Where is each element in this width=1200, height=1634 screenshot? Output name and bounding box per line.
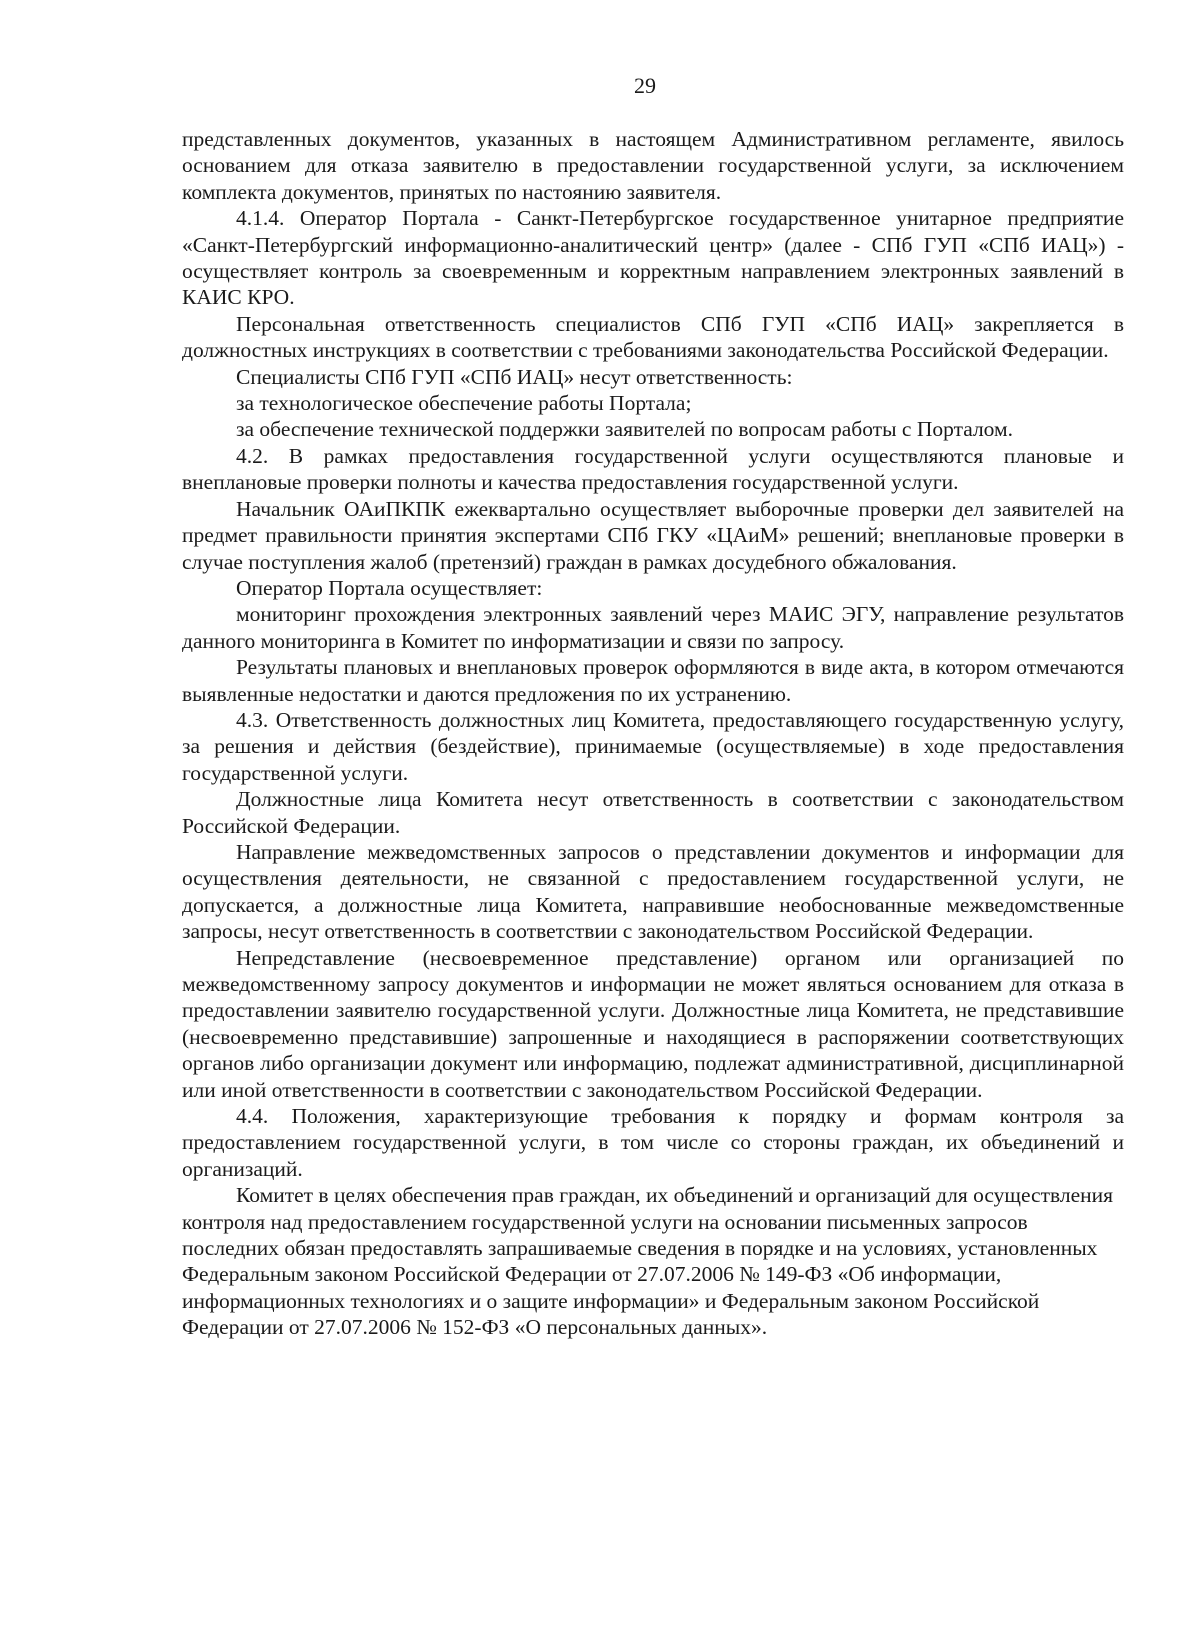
paragraph: Результаты плановых и внеплановых проверок оформляются в виде акта, в котором отмечаются выявленные недостатки и даются предложения по их устранению. <box>182 655 1124 706</box>
paragraph: 4.2. В рамках предоставления государственной услуги осуществляются плановые и внеплановые проверки полноты и качества предоставления государственной услуги. <box>182 443 1124 495</box>
paragraph: Комитет в целях обеспечения прав граждан, их объединений и организаций для осуществления контроля над предоставлением государственной услуги на основании письменных запросов последних обязан предоставлять запрашиваемые сведения в порядке и на условиях, установленных Федеральным законом Российской Федерации от 27.07.2006 № 149-ФЗ «Об информации, информационных технологиях и о защите информации» и Федеральным законом Российской Федерации от 27.07.2006 № 152-ФЗ «О персональных данных». <box>182 1183 1114 1340</box>
paragraph: 4.1.4. Оператор Портала - Санкт-Петербургское государственное унитарное предприятие «Санкт-Петербургский информационно-аналитический центр» (далее - СПб ГУП «СПб ИАЦ») - осуществляет контроль за своевременным и корректным направлением электронных заявлений в КАИС КРО. <box>182 206 1124 310</box>
paragraph: Направление межведомственных запросов о представлении документов и информации для осуществления деятельности, не связанной с предоставлением государственной услуги, не допускается, а должностные лица Комитета, направившие необоснованные межведомственные запросы, несут ответственность в соответствии с законодательством Российской Федерации. <box>182 839 1124 944</box>
paragraph: за технологическое обеспечение работы Портала; <box>236 391 692 416</box>
paragraph: Специалисты СПб ГУП «СПб ИАЦ» несут ответственность: <box>236 364 793 389</box>
paragraph: за обеспечение технической поддержки заявителей по вопросам работы с Порталом. <box>236 417 1014 442</box>
paragraph: 4.4. Положения, характеризующие требования к порядку и формам контроля за предоставлением государственной услуги, в том числе со стороны граждан, их объединений и организаций. <box>182 1104 1124 1181</box>
paragraph: 4.3. Ответственность должностных лиц Комитета, предоставляющего государственную услугу, за решения и действия (бездействие), принимаемые (осуществляемые) в ходе предоставления государственной услуги. <box>182 707 1124 785</box>
document-body <box>182 126 1124 1341</box>
paragraph: мониторинг прохождения электронных заявлений через МАИС ЭГУ, направление результатов данного мониторинга в Комитет по информатизации и связи по запросу. <box>182 602 1124 653</box>
paragraph: Непредставление (несвоевременное представление) органом или организацией по межведомственному запросу документов и информации не может являться основанием для отказа в предоставлении заявителю государственной услуги. Должностные лица Комитета, не представившие (несвоевременно представившие) запрошенные и находящиеся в распоряжении соответствующих органов либо организации документ или информацию, подлежат административной, дисциплинарной или иной ответственности в соответствии с законодательством Российской Федерации. <box>182 945 1124 1102</box>
paragraph: Начальник ОАиПКПК ежеквартально осуществляет выборочные проверки дел заявителей на предмет правильности принятия экспертами СПб ГКУ «ЦАиМ» решений; внеплановые проверки в случае поступления жалоб (претензий) граждан в рамках досудебного обжалования. <box>182 496 1124 574</box>
paragraph: Персональная ответственность специалистов СПб ГУП «СПб ИАЦ» закрепляется в должностных инструкциях в соответствии с требованиями законодательства Российской Федерации. <box>182 311 1124 363</box>
paragraph: представленных документов, указанных в настоящем Административном регламенте, явилось основанием для отказа заявителю в предоставлении государственной услуги, за исключением комплекта документов, принятых по настоянию заявителя. <box>182 127 1124 204</box>
paragraph: Оператор Портала осуществляет: <box>236 575 543 600</box>
paragraph: Должностные лица Комитета несут ответственность в соответствии с законодательством Российской Федерации. <box>182 787 1124 838</box>
page-number: 29 <box>634 73 656 98</box>
